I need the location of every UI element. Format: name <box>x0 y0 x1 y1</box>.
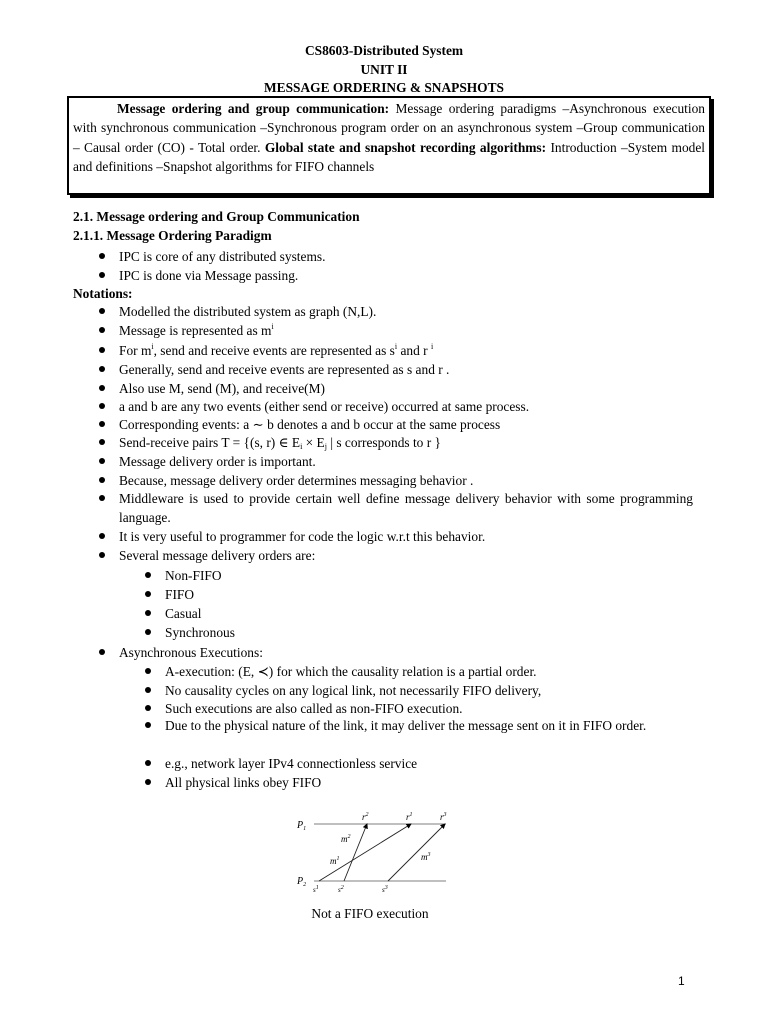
message-arrow-m1 <box>319 824 411 881</box>
label-r2: $r^2$ <box>362 812 369 822</box>
notations-label: Notations: <box>73 286 133 301</box>
label-p2: $P_2$ <box>297 876 307 888</box>
list-item: Also use M, send (M), and receive(M) <box>119 379 693 398</box>
order-item: Synchronous <box>165 623 685 642</box>
list-item: a and b are any two events (either send or receive) occurred at same process. <box>119 397 693 416</box>
list-item: Middleware is used to provide certain well define message delivery behavior with some programming language. <box>119 489 693 527</box>
list-item: Asynchronous Executions: <box>119 643 693 662</box>
list-item: Generally, send and receive events are represented as s and r . <box>119 360 693 379</box>
async-item: All physical links obey FIFO <box>165 773 685 792</box>
syllabus-text-2: Introduction –System model and definitions –Snapshot algorithms for FIFO channels <box>73 139 705 174</box>
label-s1: s1 <box>313 885 319 894</box>
label-m2: $m^2$ <box>341 834 351 844</box>
list-item: Message delivery order is important. <box>119 452 693 471</box>
subsection-heading: 2.1.1. Message Ordering Paradigm <box>73 228 272 243</box>
message-arrow-m2 <box>344 824 367 881</box>
list-item: Modelled the distributed system as graph (N,L). <box>119 302 693 321</box>
label-m1: $m^1$ <box>330 856 340 866</box>
list-item: It is very useful to programmer for code the logic w.r.t this behavior. <box>119 527 693 546</box>
syllabus-topic-1: Message ordering and group communication: <box>117 101 390 116</box>
label-r3: $r^3$ <box>440 812 447 822</box>
section-heading: 2.1. Message ordering and Group Communication <box>73 209 360 224</box>
order-item: Non-FIFO <box>165 566 685 585</box>
list-item: Message is represented as $m^i$ <box>119 321 693 340</box>
list-item: Several message delivery orders are: <box>119 546 693 565</box>
list-item: Corresponding events: a ∼ b denotes a and b occur at the same process <box>119 415 693 434</box>
syllabus-topic-2: Global state and snapshot recording algorithms: <box>264 139 547 155</box>
page-number: 1 <box>678 974 685 988</box>
label-s2: s2 <box>338 885 344 894</box>
list-item: For $m^i$, send and receive events are represented as $s^i$ and r $^i$ <box>119 341 693 360</box>
async-item: Due to the physical nature of the link, it may deliver the message sent on it in FIFO order. <box>165 716 685 735</box>
label-r1: $r^1$ <box>406 812 413 822</box>
async-item: A-execution: (E, ≺) for which the causality relation is a partial order. <box>165 662 685 681</box>
unit-subtitle: MESSAGE ORDERING & SNAPSHOTS <box>264 80 504 95</box>
syllabus-box <box>67 96 711 195</box>
label-s3: s3 <box>382 885 388 894</box>
async-item: Such executions are also called as non-FIFO execution. <box>165 699 685 718</box>
course-title: CS8603-Distributed System <box>304 43 464 58</box>
async-item: e.g., network layer IPv4 connectionless service <box>165 754 685 773</box>
order-item: Casual <box>165 604 685 623</box>
order-item: FIFO <box>165 585 685 604</box>
async-item: No causality cycles on any logical link, not necessarily FIFO delivery, <box>165 681 685 700</box>
list-item: IPC is core of any distributed systems. <box>119 247 693 266</box>
unit-title: UNIT II <box>360 62 408 77</box>
label-m3: $m^3$ <box>421 852 431 862</box>
non-fifo-execution-diagram <box>294 803 456 895</box>
list-item: IPC is done via Message passing. <box>119 266 693 285</box>
list-item: Because, message delivery order determines messaging behavior . <box>119 471 693 490</box>
list-item: Send-receive pairs T = {(s, r) ∈ $E_i \times E_j$ | s corresponds to r } <box>119 433 693 452</box>
label-p1: $P_1$ <box>297 820 307 832</box>
syllabus-text-1: Message ordering paradigms –Asynchronous execution with synchronous communication –Synchronous program order on an asynchronous system –Group communication – Causal order (CO) - Total order. <box>73 101 705 155</box>
figure-caption: Not a FIFO execution <box>311 906 429 921</box>
